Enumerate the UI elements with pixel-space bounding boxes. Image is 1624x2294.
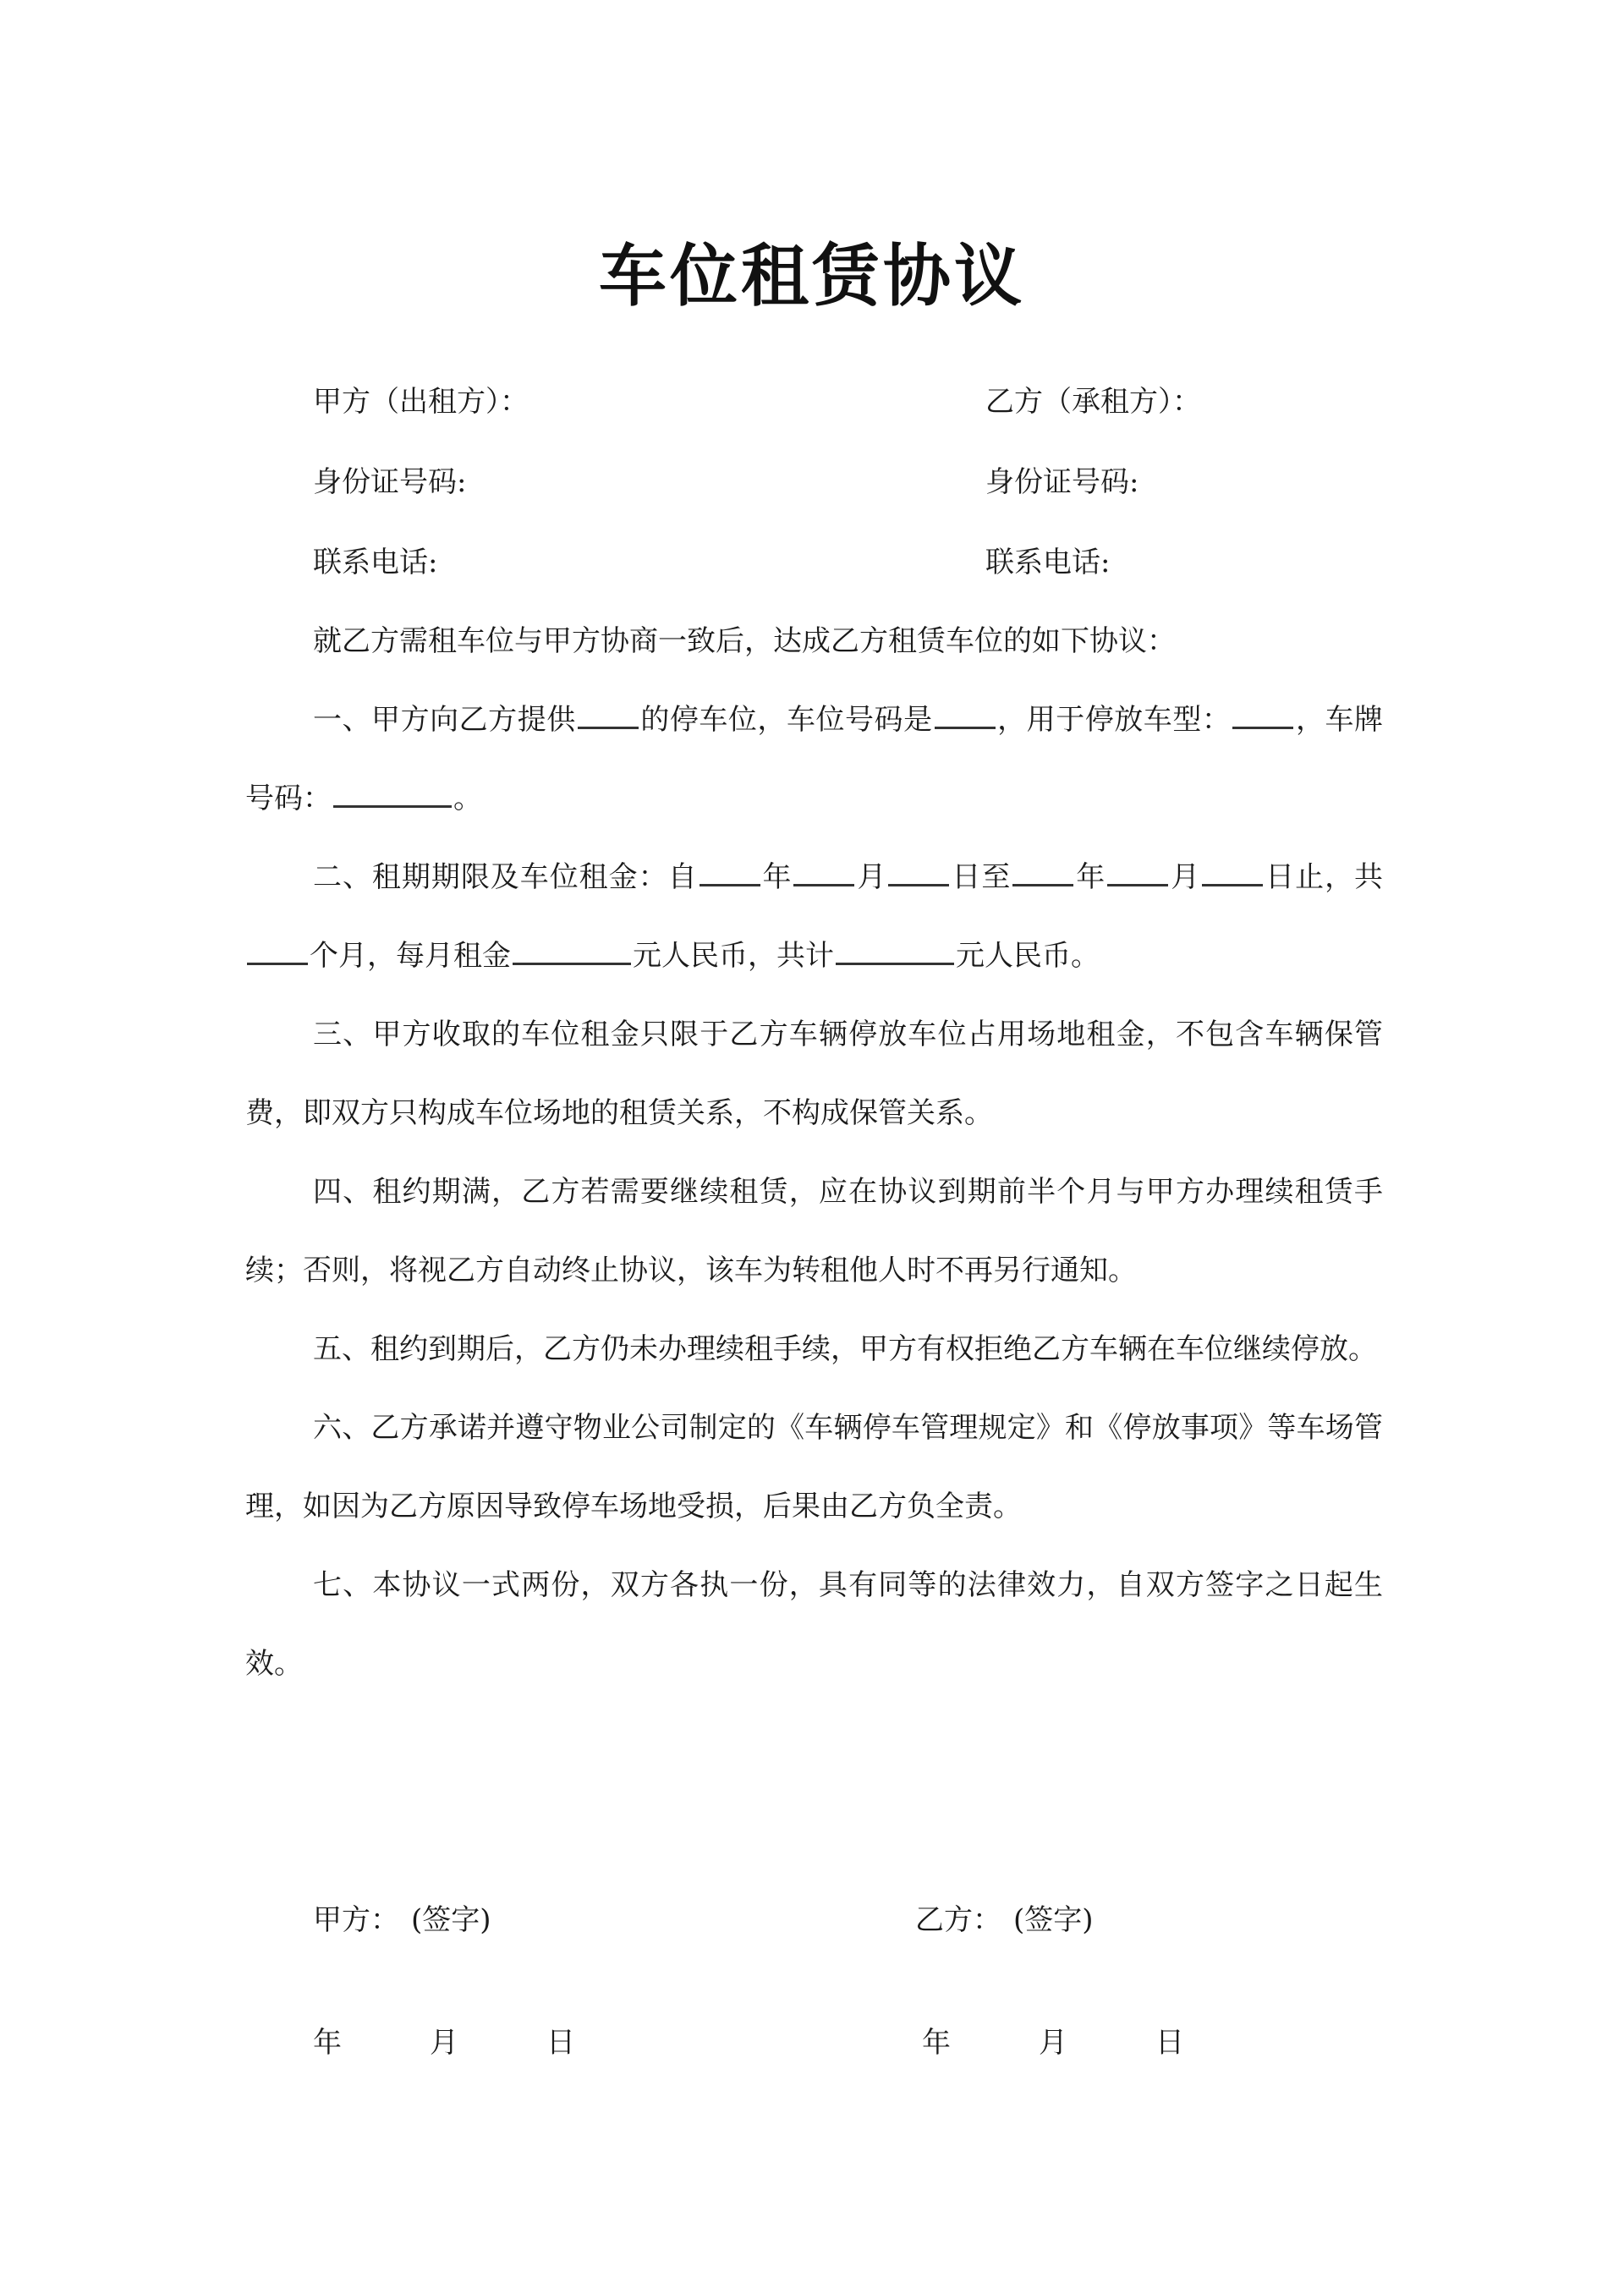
party-a-id-label: 身份证号码: (313, 465, 467, 499)
clause-5: 五、租约到期后，乙方仍未办理续租手续，甲方有权拒绝乙方车辆在车位继续停放。 (313, 1332, 1377, 1366)
start-month-blank (793, 860, 854, 886)
end-day-blank (1202, 860, 1263, 886)
start-day-blank (888, 860, 949, 886)
date-year-label: 年 (922, 2026, 951, 2060)
parking-location-blank (578, 703, 639, 729)
plate-number-blank (333, 782, 452, 808)
parking-number-blank (935, 703, 996, 729)
clause-1-text: 。 (453, 782, 482, 815)
clause-6: 六、乙方承诺并遵守物业公司制定的《车辆停车管理规定》和《停放事项》等车场管理，如因为乙方原因导致停车场地受损，后果由乙方负全责。 (245, 1411, 1383, 1523)
clause-2-text: 日止，共 (1265, 860, 1384, 894)
party-b-role-label: 乙方（承租方）： (985, 385, 1201, 419)
clause-1-text: 的停车位，车位号码是 (639, 703, 933, 737)
clause-1 (245, 681, 1383, 838)
clause-7: 七、本协议一式两份，双方各执一份，具有同等的法律效力，自双方签字之日起生效。 (245, 1568, 1383, 1681)
party-b-signature (915, 1903, 1094, 1937)
date-day-label: 日 (546, 2026, 575, 2060)
total-rent-blank (836, 939, 954, 965)
date-month-label: 月 (1039, 2026, 1067, 2060)
vehicle-model-blank (1232, 703, 1293, 729)
party-a-sign-label: 甲方： (313, 1903, 399, 1937)
end-year-blank (1012, 860, 1073, 886)
clause-2-text: 日至 (951, 860, 1012, 894)
party-a-role-label: 甲方（出租方）： (313, 385, 529, 419)
party-b-sign-label: 乙方： (915, 1903, 1001, 1937)
clause-2-text: 年 (761, 860, 793, 894)
clause-1-text: 一、甲方向乙方提供 (313, 703, 576, 737)
clause-2-text: 月 (1170, 860, 1201, 894)
clause-2-text: 元人民币，共计 (633, 939, 834, 973)
clause-1-text: ，车牌号码： (245, 703, 1383, 815)
party-a-phone-label: 联系电话: (313, 546, 438, 579)
date-month-label: 月 (430, 2026, 458, 2060)
party-a-date (313, 2026, 575, 2060)
document-title: 车位租赁协议 (599, 237, 1025, 316)
end-month-blank (1107, 860, 1168, 886)
sign-hint: (签字) (1013, 1903, 1094, 1937)
total-months-blank (247, 939, 308, 965)
clause-2-text: 年 (1075, 860, 1106, 894)
party-a-signature (313, 1903, 491, 1937)
sign-hint: (签字) (411, 1903, 491, 1937)
party-b-date (922, 2026, 1184, 2060)
party-b-phone-label: 联系电话: (985, 546, 1111, 579)
clause-3: 三、甲方收取的车位租金只限于乙方车辆停放车位占用场地租金，不包含车辆保管费，即双方只构成车位场地的租赁关系，不构成保管关系。 (245, 1018, 1383, 1130)
party-b-id-label: 身份证号码: (985, 465, 1139, 499)
clause-2 (245, 838, 1383, 996)
clause-2-text: 二、租期期限及车位租金：自 (313, 860, 698, 894)
clause-2-text: 元人民币。 (956, 939, 1100, 973)
clause-4: 四、租约期满，乙方若需要继续租赁，应在协议到期前半个月与甲方办理续租赁手续；否则，将视乙方自动终止协议，该车为转租他人时不再另行通知。 (245, 1175, 1383, 1287)
date-day-label: 日 (1155, 2026, 1184, 2060)
date-year-label: 年 (313, 2026, 342, 2060)
contract-body (245, 602, 1383, 1704)
clause-1-text: ，用于停放车型： (996, 703, 1232, 737)
start-year-blank (700, 860, 760, 886)
clause-2-text: 个月，每月租金 (310, 939, 511, 973)
intro-paragraph: 就乙方需租车位与甲方协商一致后，达成乙方租赁车位的如下协议： (313, 624, 1176, 658)
clause-2-text: 月 (856, 860, 887, 894)
monthly-rent-blank (513, 939, 631, 965)
